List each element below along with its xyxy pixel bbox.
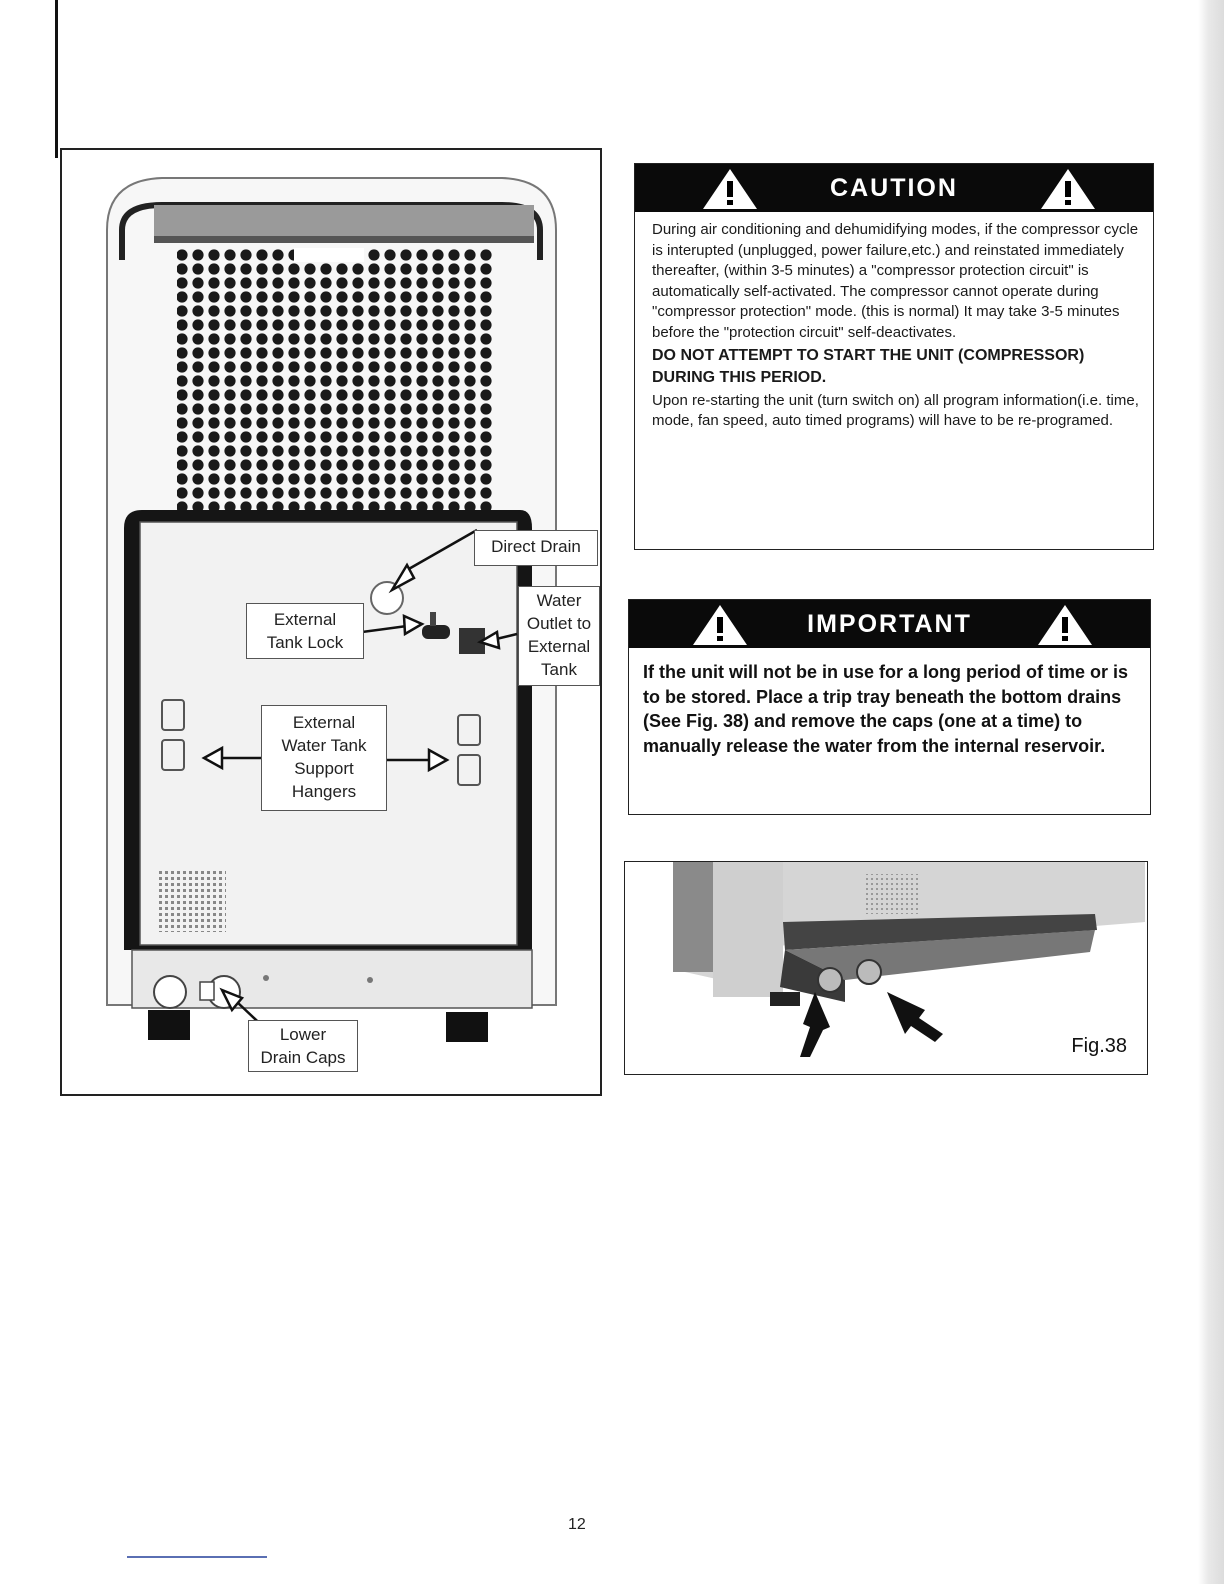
callout-external-tank-lock [246, 603, 364, 659]
figure-label: Fig.38 [1071, 1035, 1127, 1057]
callout-lower-drain-caps [248, 1020, 358, 1072]
scan-shadow [1198, 0, 1224, 1584]
callout-hangers-line-2: Water Tank [281, 736, 367, 755]
callout-water-outlet [518, 586, 600, 686]
warning-triangle-icon [701, 167, 759, 211]
important-banner [629, 600, 1150, 648]
caution-body [635, 212, 1153, 432]
callout-water-outlet-line-4: Tank [541, 660, 577, 679]
callout-hangers-line-4: Hangers [291, 782, 357, 801]
caution-paragraph-2: Upon re-starting the unit (turn switch on) all program information(i.e. time, mode, fan speed, auto timed programs) will have to be re-programed. [652, 391, 1139, 430]
caution-banner [635, 164, 1153, 212]
important-box [628, 599, 1151, 815]
callout-direct-drain-text: Direct Drain [491, 537, 581, 556]
callout-water-outlet-line-3: External [527, 637, 591, 656]
caution-paragraph-1: During air conditioning and dehumidifying modes, if the compressor cycle is interupted (unplugged, power failure,etc.) and reinstated immediately thereafter, (within 3-5 minutes) a "compressor protection circuit" is automatically self-activated. The compressor cannot operate during "compressor protection" mode. (this is normal) It may take 3-5 minutes before the "protection circuit" self-deactivates. [652, 221, 1139, 341]
warning-triangle-icon [691, 603, 749, 647]
callout-support-hangers [261, 705, 387, 811]
figure-38-box [624, 861, 1148, 1075]
warning-triangle-icon [1036, 603, 1094, 647]
caution-title: CAUTION [830, 173, 958, 202]
callout-hangers-line-1: External [292, 713, 356, 732]
callout-water-outlet-line-1: Water [536, 591, 582, 610]
callout-drain-caps-line-2: Drain Caps [260, 1048, 346, 1067]
scan-edge-line [55, 0, 58, 158]
warning-triangle-icon [1039, 167, 1097, 211]
caution-box [634, 163, 1154, 550]
callout-tank-lock-line-1: External [273, 610, 337, 629]
important-title: IMPORTANT [807, 609, 972, 638]
callout-tank-lock-line-2: Tank Lock [266, 633, 344, 652]
callout-hangers-line-3: Support [294, 759, 354, 778]
bottom-rule [127, 1556, 267, 1558]
callout-drain-caps-line-1: Lower [279, 1025, 327, 1044]
drain-caps-photo [625, 862, 1145, 1072]
callout-direct-drain [474, 530, 598, 566]
page-number: 12 [568, 1516, 586, 1533]
callout-water-outlet-line-2: Outlet to [526, 614, 592, 633]
caution-warning-text: DO NOT ATTEMPT TO START THE UNIT (COMPRESSOR) DURING THIS PERIOD. [652, 346, 1085, 386]
unit-rear-diagram [60, 148, 602, 1096]
important-text: If the unit will not be in use for a long period of time or is to be stored. Place a trip tray beneath the bottom drains (See Fig. 38) and remove the caps (one at a time) to manually release the water from the internal reservoir. [643, 662, 1129, 756]
